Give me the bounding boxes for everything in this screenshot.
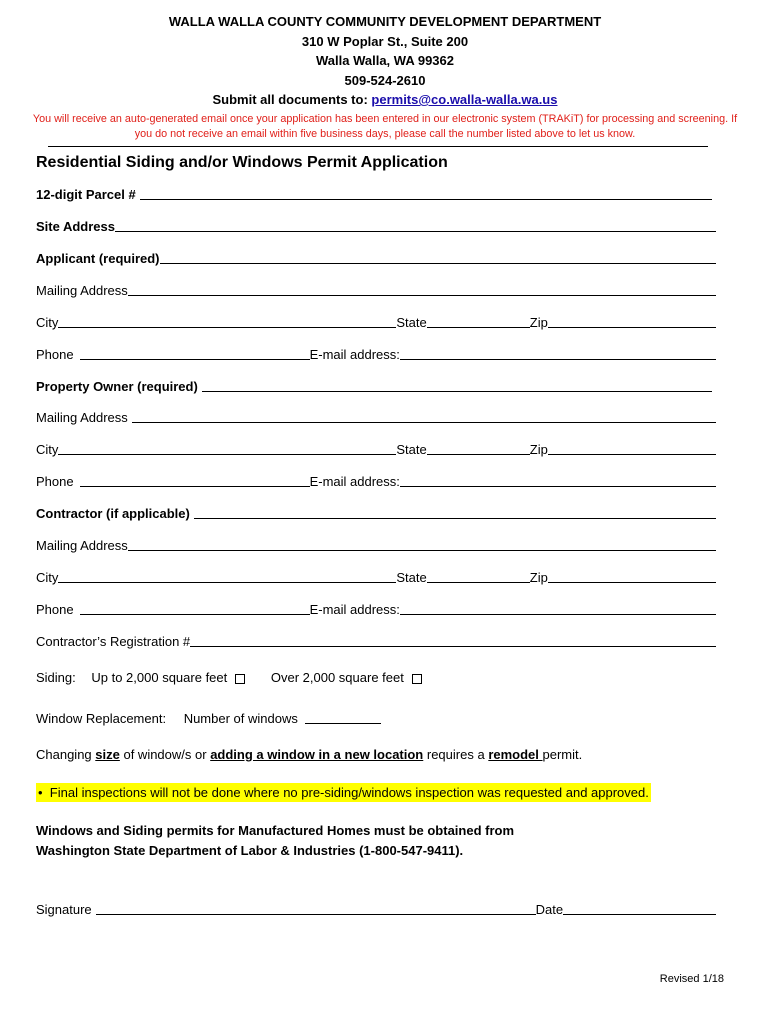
remodel-word: remodel [488,747,543,762]
site-address-field[interactable] [115,217,716,232]
window-replacement-label: Window Replacement: [36,711,167,726]
date-field[interactable] [563,900,716,915]
date-label: Date [535,902,564,917]
owner-phone-field[interactable] [80,472,310,487]
owner-mailing-field[interactable] [132,408,716,423]
submit-line [0,90,770,110]
department-name: WALLA WALLA COUNTY COMMUNITY DEVELOPMENT DEPARTMENT [168,14,602,29]
email-label: E-mail address: [309,602,400,617]
registration-row [36,629,716,649]
applicant-city-row [36,310,716,330]
revised-note: Revised 1/18 [659,973,724,985]
window-count-label: Number of windows [183,711,298,726]
owner-city-row [36,437,716,457]
remodel-text-4: permit. [542,747,583,762]
owner-mailing-row [36,405,716,425]
remodel-adding: adding a window in a new location [210,747,424,762]
siding-label: Siding: [36,670,76,685]
signature-label: Signature [36,902,92,917]
applicant-phone-field[interactable] [80,345,310,360]
owner-email-field[interactable] [400,472,716,487]
contractor-city-row [36,565,716,585]
owner-phone-row [36,469,716,489]
state-label: State [396,315,427,330]
site-address-row [36,214,716,234]
contractor-phone-row [36,597,716,617]
city-label: City [36,315,59,330]
inspection-highlight: • Final inspections will not be done where no pre-siding/windows inspection was requested and approved. [38,785,649,800]
registration-label: Contractor’s Registration # [36,634,191,649]
contractor-row [36,501,716,521]
parcel-row [36,182,716,202]
parcel-field[interactable] [140,185,712,200]
contractor-mailing-field[interactable] [128,536,716,551]
siding-row [36,670,422,685]
mailing-label: Mailing Address [36,410,128,425]
city-label: City [36,442,59,457]
phone-label: Phone [36,474,74,489]
signature-field[interactable] [96,900,536,915]
zip-label: Zip [529,442,548,457]
city-label: City [36,570,59,585]
submit-email-link[interactable]: permits@co.walla-walla.wa.us [371,92,558,107]
owner-row [36,374,716,394]
site-address-label: Site Address [36,219,115,234]
inspection-note [36,785,651,800]
applicant-phone-row [36,342,716,362]
contractor-email-field[interactable] [400,600,716,615]
phone-label: Phone [36,602,74,617]
signature-row [36,897,716,917]
remodel-text-2: of window/s or [119,747,211,762]
owner-zip-field[interactable] [548,440,716,455]
header-divider [48,146,708,147]
owner-field[interactable] [202,377,712,392]
window-count-field[interactable] [305,709,381,724]
zip-label: Zip [529,570,548,585]
manufactured-line-1: Windows and Siding permits for Manufactured Homes must be obtained from [36,823,515,838]
applicant-mailing-field[interactable] [128,281,716,296]
zip-label: Zip [529,315,548,330]
address-line-2: Walla Walla, WA 99362 [316,53,454,68]
state-label: State [396,570,427,585]
applicant-field[interactable] [160,249,716,264]
applicant-row [36,246,716,266]
parcel-label: 12-digit Parcel # [36,187,136,202]
siding-up-to-2000-checkbox[interactable] [235,674,245,684]
contractor-mailing-row [36,533,716,553]
mailing-label: Mailing Address [36,283,128,298]
registration-field[interactable] [190,632,716,647]
owner-state-field[interactable] [427,440,530,455]
email-label: E-mail address: [309,474,400,489]
owner-label: Property Owner (required) [36,379,198,394]
contractor-state-field[interactable] [427,568,530,583]
manufactured-line-2: Washington State Department of Labor & Industries (1-800-547-9411). [36,843,464,858]
remodel-size: size [95,747,120,762]
siding-over-2000-checkbox[interactable] [412,674,422,684]
applicant-zip-field[interactable] [548,313,716,328]
siding-option-2-label: Over 2,000 square feet [270,670,404,685]
applicant-label: Applicant (required) [36,251,160,266]
applicant-email-field[interactable] [400,345,716,360]
submit-label: Submit all documents to: [212,92,372,107]
window-row [36,709,381,726]
applicant-mailing-row [36,278,716,298]
contractor-field[interactable] [194,504,716,519]
mailing-label: Mailing Address [36,538,128,553]
owner-city-field[interactable] [58,440,396,455]
siding-option-1-label: Up to 2,000 square feet [91,670,228,685]
contractor-zip-field[interactable] [548,568,716,583]
applicant-state-field[interactable] [427,313,530,328]
phone-label: Phone [36,347,74,362]
contractor-city-field[interactable] [58,568,396,583]
remodel-note [36,747,582,762]
contractor-phone-field[interactable] [80,600,310,615]
remodel-text-1: Changing [36,747,96,762]
remodel-text-3: requires a [423,747,489,762]
form-header [0,0,770,110]
form-title: Residential Siding and/or Windows Permit Application [36,154,448,171]
trakit-notice: You will receive an auto-generated email once your application has been entered in our electronic system (TRAKiT) for processing and screening. If you do not receive an email within five business days, please call the number listed above to let us know. [32,112,738,140]
department-phone: 509-524-2610 [344,72,426,88]
state-label: State [396,442,427,457]
email-label: E-mail address: [309,347,400,362]
address-line-1: 310 W Poplar St., Suite 200 [301,33,469,49]
applicant-city-field[interactable] [58,313,396,328]
contractor-label: Contractor (if applicable) [36,506,190,521]
inspection-text: Final inspections will not be done where no pre-siding/windows inspection was requested and approved. [49,785,649,800]
